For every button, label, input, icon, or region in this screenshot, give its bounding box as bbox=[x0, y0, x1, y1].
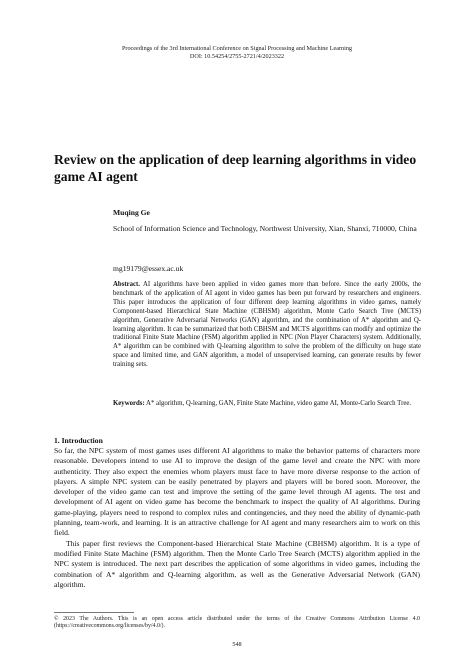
keywords bbox=[113, 400, 421, 409]
author-name: Muqing Ge bbox=[113, 208, 150, 217]
section-heading: 1. Introduction bbox=[54, 436, 103, 445]
paragraph: This paper first reviews the Component-based Hierarchical State Machine (CBHSM) algorithm. It is a type of modified Finite State Machine (FSM) algorithm. Then the Monte Carlo Tree Search (MCTS) algorithm applied in the NPC system is introduced. The next part describes the application of some algorithms in video games, including the combination of A* algorithm and Q-learning algorithm, as well as the Generative Adversarial Network (GAN) algorithm. bbox=[54, 538, 420, 589]
footer-divider bbox=[54, 612, 134, 613]
page-number: 548 bbox=[232, 641, 242, 648]
author-affiliation: School of Information Science and Technology, Northwest University, Xian, Shanxi, 710000, China bbox=[113, 224, 417, 233]
proceedings-header bbox=[0, 45, 474, 61]
abstract-label: Abstract. bbox=[113, 281, 140, 288]
doi-line: DOI: 10.54254/2755-2721/4/2023322 bbox=[189, 53, 285, 60]
introduction-body bbox=[54, 446, 420, 590]
keywords-text: A* algorithm, Q-learning, GAN, Finite State Machine, video game AI, Monte-Carlo Search Tree. bbox=[144, 400, 412, 407]
author-email[interactable]: mg19179@essex.ac.uk bbox=[113, 264, 184, 273]
paragraph: So far, the NPC system of most games uses different AI algorithms to make the behavior patterns of characters more reasonable. Developers intend to use AI to improve the design of the game level and create the NPC with more authenticity. They also expect the enemies whom players must face to have more diverse response to the action of players. A simple NPC system can be easily penetrated by players and players will be bored soon. Moreover, the developer of the video game can test and improve the setting of the game level through AI agents. The test and development of AI agent on video game has become the benchmark to inspect the quality of AI algorithms. During game-playing, players need to respond to complex rules and contingencies, and they need the ability of dynamic-path planning, team-work, and learning. It is an attractive challenge for AI agent and many researchers aim to work on this field. bbox=[54, 446, 420, 538]
license-footer: © 2023 The Authors. This is an open access article distributed under the terms of the Creative Commons Attribution License 4.0 (https://creativecommons.org/licenses/by/4.0/). bbox=[54, 616, 420, 630]
paper-title: Review on the application of deep learning algorithms in video game AI agent bbox=[54, 152, 417, 184]
abstract-text: AI algorithms have been applied in video games more than before. Since the early 2000s, the benchmark of the application of AI agent in video games has been put forward by researchers and engineers. This paper introduces the application of four different deep learning algorithms in video games, namely Component-based Hierarchical State Machine (CBHSM) algorithm, Monte Carlo Search Tree (MCTS) algorithm, Generative Adversarial Networks (GAN) algorithm, and the combination of A* algorithm and Q-learning algorithm. It can be summarized that both CBHSM and MCTS algorithms can modify and optimize the traditional Finite State Machine (FSM) algorithm applied in NPC (Non Player Characters) system. Additionally, A* algorithm can be combined with Q-learning algorithm to solve the problem of the difficulty on huge state space and limited time, and GAN algorithm, a model of unsupervised learning, can generate results by fewer training sets. bbox=[113, 281, 421, 369]
keywords-label: Keywords: bbox=[113, 400, 145, 407]
abstract bbox=[113, 281, 421, 370]
proceedings-title: Proceedings of the 3rd International Conference on Signal Processing and Machine Learning bbox=[121, 45, 353, 52]
